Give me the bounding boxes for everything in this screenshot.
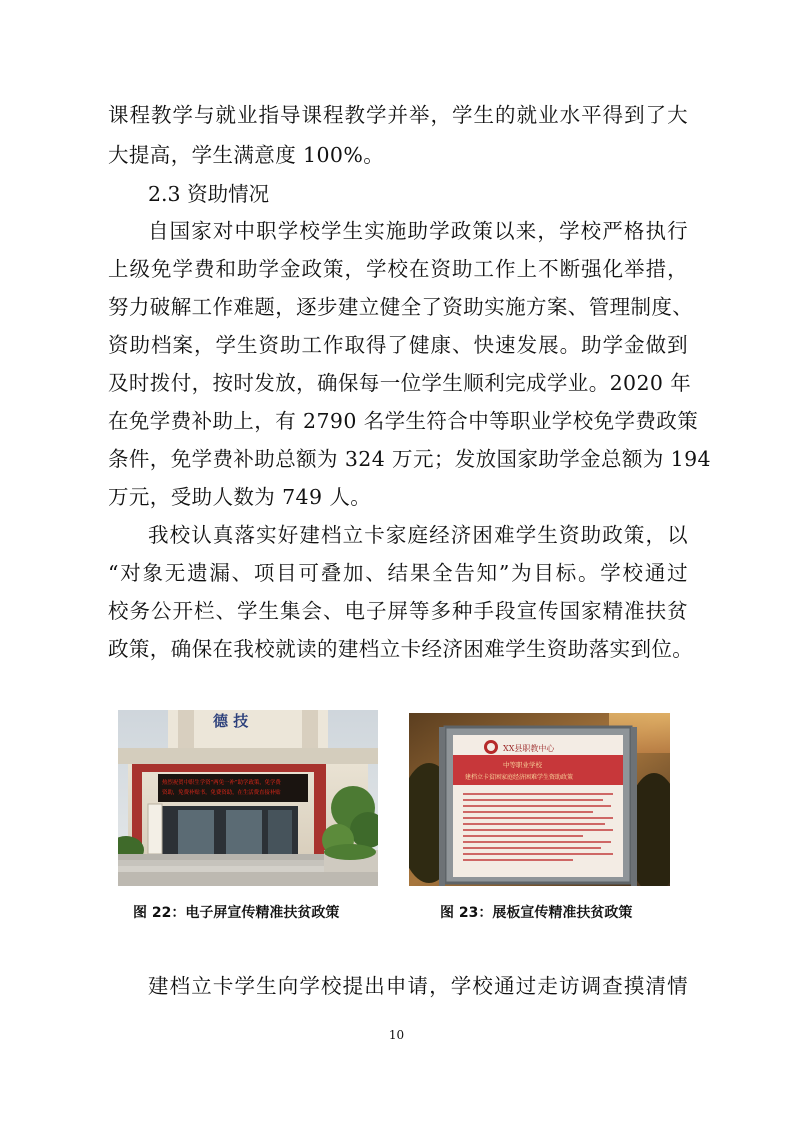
figure-notice-board-photo [409,713,670,886]
body-text-line: 上级免学费和助学金政策，学校在资助工作上不断强化举措， [108,257,688,281]
body-text-line: 在免学费补助上，有 2790 名学生符合中等职业学校免学费政策 [108,409,699,433]
page-number: 10 [388,1028,405,1042]
body-text-line: 及时拨付，按时发放，确保每一位学生顺利完成学业。2020 年 [108,371,692,395]
body-text-line: 校务公开栏、学生集会、电子屏等多种手段宣传国家精准扶贫 [108,599,688,623]
board-title-text: 中等职业学校 [503,761,542,769]
building-sign-text: 德 技 [213,712,249,730]
body-text-line: 建档立卡学生向学校提出申请，学校通过走访调查摸清情 [148,974,688,998]
figure-caption: 图 23：展板宣传精准扶贫政策 [440,905,633,921]
board-title-text: 建档立卡贫困家庭经济困难学生资助政策 [465,774,574,781]
body-text-line: 条件，免学费补助总额为 324 万元；发放国家助学金总额为 194 [108,447,712,471]
body-text-line: 课程教学与就业指导课程教学并举，学生的就业水平得到了大 [108,103,688,127]
figure-led-screen-photo [118,710,378,886]
section-heading: 2.3 资助情况 [148,182,270,206]
body-text-line: 万元，受助人数为 749 人。 [108,485,372,509]
body-text-line: 资助档案，学生资助工作取得了健康、快速发展。助学金做到 [108,333,688,357]
body-text-line: 大提高，学生满意度 100%。 [108,143,385,167]
body-text-line: 政策，确保在我校就读的建档立卡经济困难学生资助落实到位。 [108,637,694,661]
body-text-line: 自国家对中职学校学生实施助学政策以来，学校严格执行 [148,219,688,243]
board-header-text: XX县职教中心 [503,744,555,753]
figure-caption: 图 22：电子屏宣传精准扶贫政策 [133,905,340,921]
body-text-line: “对象无遗漏、项目可叠加、结果全告知”为目标。学校通过 [108,561,688,585]
body-text-line: 努力破解工作难题，逐步建立健全了资助实施方案、管理制度、 [108,295,694,319]
body-text-line: 我校认真落实好建档立卡家庭经济困难学生资助政策，以 [148,523,688,547]
led-screen-text: 热烈祝贺中职生学资“两免一补”助学政策，免学费 [162,780,281,786]
led-screen-text: 资助，免费补贴书，免费资助，在生活费直接补贴 [162,790,281,796]
